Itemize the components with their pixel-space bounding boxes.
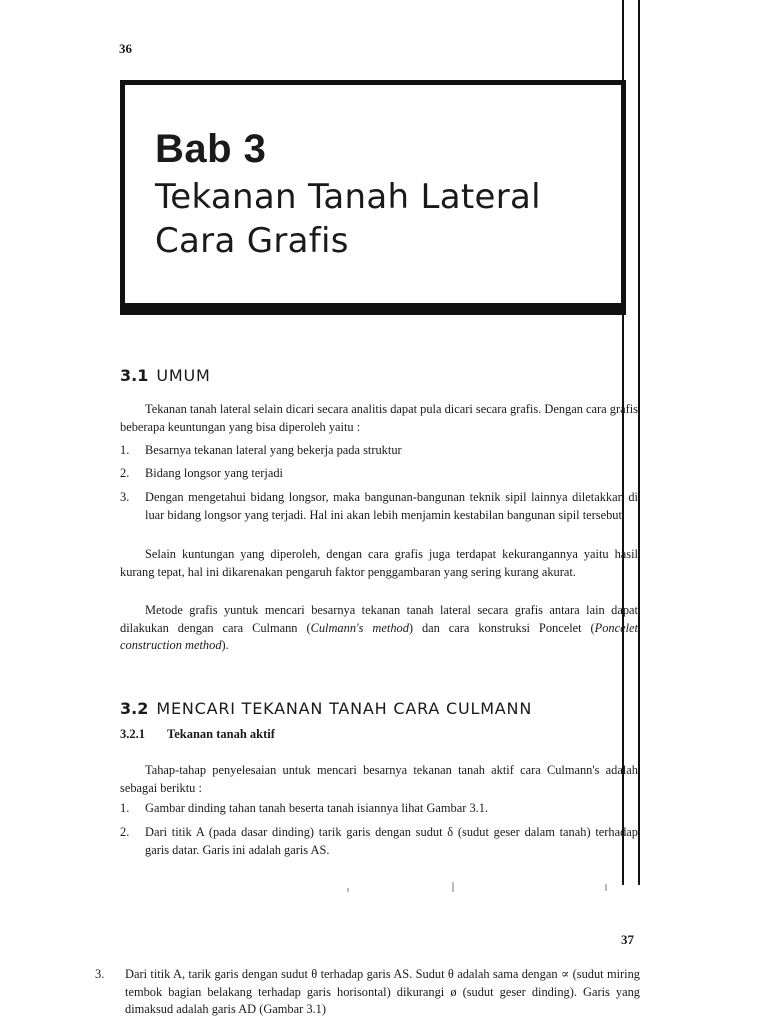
list-item (120, 489, 638, 543)
section-heading-3-2 (120, 699, 532, 718)
list-item-number: 1. (120, 801, 130, 815)
scan-bleed-line-right (638, 0, 640, 885)
text-run: ) dan cara konstruksi Poncelet ( (408, 620, 595, 635)
scan-speck (605, 884, 607, 891)
chapter-title-line1: Tekanan Tanah Lateral (155, 177, 541, 217)
list-item-text: Gambar dinding tahan tanah beserta tanah isiannya lihat Gambar 3.1. (145, 801, 489, 815)
subsection-heading-3-2-1 (120, 727, 275, 742)
list-item-number: 3. (120, 490, 130, 504)
list-item-number: 1. (120, 443, 130, 457)
subsection-number: 3.2.1 (120, 727, 145, 741)
page-number-top: 36 (119, 41, 132, 56)
text-run: ). (221, 638, 229, 653)
chapter-label: Bab 3 (155, 127, 267, 171)
list-item-text: Dari titik A, tarik garis dengan sudut θ terhadap garis AS. Sudut θ adalah sama dengan ∝ (sudut miring tembok bagian belakang terhadap garis horisontal) dikurangi ø (sudut geser dinding). Garis yang dimaksud adalah garis AD (Gambar 3.1) (125, 967, 640, 1017)
italic-term: Poncelet construction method (120, 620, 638, 653)
list-item-number: 2. (120, 825, 130, 839)
section-intro-paragraph: Tahap-tahap penyelesaian untuk mencari besarnya tekanan tanah aktif cara Culmann's adalah sebagai beriktu : (120, 763, 638, 795)
list-item (95, 966, 640, 1020)
scan-speck (452, 882, 454, 892)
list-item-text: Bidang longsor yang terjadi (145, 466, 283, 480)
scan-speck (347, 888, 349, 892)
italic-term: Culmann's method (310, 620, 409, 635)
list-item (120, 465, 638, 483)
list-item (120, 824, 638, 860)
list-item (120, 442, 638, 460)
chapter-title-line2: Cara Grafis (155, 221, 349, 261)
section-title: UMUM (156, 366, 211, 385)
paragraph-disadvantages: Selain kuntungan yang diperoleh, dengan cara grafis juga terdapat kekurangannya yaitu hasil kurang tepat, hal ini dikarenakan pengaruh faktor penggambaran yang sering kurang akurat. (120, 547, 638, 579)
paragraph-methods (120, 602, 638, 655)
section-number: 3.2 (120, 699, 149, 718)
list-item-number: 3. (95, 967, 105, 981)
subsection-title: Tekanan tanah aktif (167, 727, 275, 741)
section-number: 3.1 (120, 366, 149, 385)
chapter-header-box (120, 80, 626, 308)
list-item-number: 2. (120, 466, 130, 480)
page-number-bottom: 37 (621, 932, 634, 947)
text-run: Metode grafis yuntuk mencari besarnya tekanan tanah lateral secara grafis antara lain dapat dilakukan dengan cara Culmann ( (120, 603, 638, 635)
section-intro-paragraph: Tekanan tanah lateral selain dicari secara analitis dapat pula dicari secara grafis. Dengan cara grafis beberapa keuntungan yang bisa diperoleh yaitu : (120, 402, 638, 434)
list-item-text: Besarnya tekanan lateral yang bekerja pada struktur (145, 443, 402, 457)
list-item (120, 800, 638, 818)
list-item-text: Dengan mengetahui bidang longsor, maka bangunan-bangunan teknik sipil lainnya diletakkan di luar bidang longsor yang terjadi. Hal ini akan lebih menjamin kestabilan bangunan sipil tersebut. (145, 490, 638, 522)
section-heading-3-1 (120, 366, 211, 385)
section-title: MENCARI TEKANAN TANAH CARA CULMANN (156, 699, 533, 718)
list-item-text: Dari titik A (pada dasar dinding) tarik garis dengan sudut δ (sudut geser dalam tanah) terhadap garis datar. Garis ini adalah garis AS. (145, 825, 638, 857)
